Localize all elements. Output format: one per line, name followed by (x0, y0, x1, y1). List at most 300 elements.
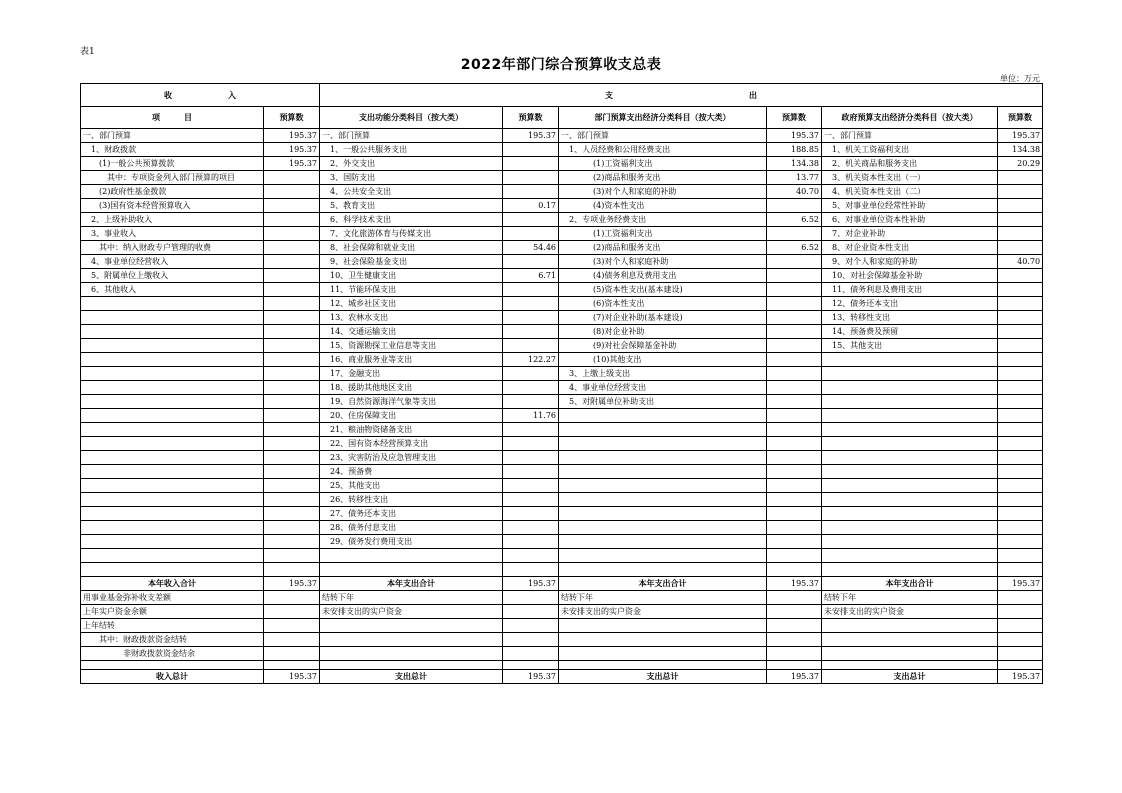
dept-econ-amount-cell (767, 549, 822, 563)
income-item-cell (81, 563, 264, 577)
income-item-cell: 其中：专项资金列入部门预算的项目 (81, 171, 264, 185)
gov-econ-amount-cell (998, 437, 1043, 451)
dept-econ-amount-cell (767, 633, 822, 647)
func-class-item-cell (320, 549, 503, 563)
func-class-item-cell: 18、援助其他地区支出 (320, 381, 503, 395)
dept-econ-item-cell (559, 521, 767, 535)
dept-econ-item-cell: (5)资本性支出(基本建设) (559, 283, 767, 297)
gov-econ-amount-cell (998, 647, 1043, 661)
table-row (81, 325, 1043, 339)
income-header: 收 入 (81, 84, 320, 107)
dept-econ-item-cell (559, 423, 767, 437)
dept-econ-amount-cell: 195.37 (767, 129, 822, 143)
income-item-cell (81, 437, 264, 451)
gov-econ-class-header: 政府预算支出经济分类科目（按大类） (822, 107, 998, 129)
income-amount-cell (264, 241, 320, 255)
func-class-amount-cell (503, 395, 559, 409)
dept-econ-amount-cell: 13.77 (767, 171, 822, 185)
income-amount-cell (264, 591, 320, 605)
income-item-cell: 6、其他收入 (81, 283, 264, 297)
header-row-top (81, 84, 1043, 107)
dept-econ-item-cell: 结转下年 (559, 591, 767, 605)
func-class-item-cell: 10、卫生健康支出 (320, 269, 503, 283)
func-class-amount-cell (503, 451, 559, 465)
income-amount-cell (264, 311, 320, 325)
table-row (81, 367, 1043, 381)
unit-label: 单位：万元 (1000, 74, 1040, 83)
gov-econ-item-cell: 12、债务还本支出 (822, 297, 998, 311)
func-class-amount-cell (503, 479, 559, 493)
func-class-item-cell: 17、金融支出 (320, 367, 503, 381)
grand-total-row (81, 670, 1043, 684)
income-amount-cell (264, 255, 320, 269)
func-class-item-cell: 16、商业服务业等支出 (320, 353, 503, 367)
income-item-cell (81, 493, 264, 507)
income-amount-cell: 195.37 (264, 129, 320, 143)
table-row (81, 493, 1043, 507)
func-class-item-cell (320, 633, 503, 647)
gov-econ-item-cell (822, 437, 998, 451)
func-class-item-cell: 一、部门预算 (320, 129, 503, 143)
func-class-item-cell: 23、灾害防治及应急管理支出 (320, 451, 503, 465)
gov-econ-amount-cell (998, 465, 1043, 479)
func-class-item-cell: 22、国有资本经营预算支出 (320, 437, 503, 451)
income-item-cell: 上年结转 (81, 619, 264, 633)
income-amount-cell (264, 367, 320, 381)
income-item-cell: 其中：纳入财政专户管理的收费 (81, 241, 264, 255)
income-item-cell (81, 479, 264, 493)
income-item-cell (81, 507, 264, 521)
func-class-amount-cell (503, 381, 559, 395)
dept-econ-item-cell: 3、上缴上级支出 (559, 367, 767, 381)
income-amount-cell (264, 521, 320, 535)
gov-econ-item-cell (822, 493, 998, 507)
income-amount-cell: 195.37 (264, 157, 320, 171)
gov-econ-amount-cell: 40.70 (998, 255, 1043, 269)
gov-econ-amount-cell: 134.38 (998, 143, 1043, 157)
gov-econ-amount-cell (998, 325, 1043, 339)
gov-econ-amount-cell (998, 451, 1043, 465)
func-class-amount-cell: 54.46 (503, 241, 559, 255)
income-amount-cell (264, 619, 320, 633)
func-class-item-cell: 9、社会保险基金支出 (320, 255, 503, 269)
dept-econ-item-cell: 未安排支出的实户资金 (559, 605, 767, 619)
gov-econ-item-cell: 2、机关商品和服务支出 (822, 157, 998, 171)
income-amount-cell (264, 535, 320, 549)
gov-total-label: 支出总计 (822, 670, 998, 684)
spacer-cell (503, 661, 559, 670)
dept-econ-amount-cell (767, 409, 822, 423)
gov-econ-amount-cell (998, 199, 1043, 213)
gov-econ-item-cell (822, 647, 998, 661)
dept-econ-amount-cell (767, 479, 822, 493)
func-class-item-cell: 14、交通运输支出 (320, 325, 503, 339)
gov-econ-item-cell: 9、对个人和家庭的补助 (822, 255, 998, 269)
dept-econ-amount-cell (767, 591, 822, 605)
table-row (81, 381, 1043, 395)
income-amount-cell: 195.37 (264, 143, 320, 157)
income-amount-cell (264, 465, 320, 479)
dept-econ-amount-cell (767, 465, 822, 479)
amount-header-gov: 预算数 (998, 107, 1043, 129)
dept-econ-amount-cell (767, 647, 822, 661)
dept-econ-amount-cell (767, 423, 822, 437)
gov-econ-amount-cell (998, 185, 1043, 199)
table-row (81, 437, 1043, 451)
income-amount-cell (264, 507, 320, 521)
gov-econ-amount-cell (998, 535, 1043, 549)
income-item-cell (81, 465, 264, 479)
gov-econ-amount-cell: 20.29 (998, 157, 1043, 171)
income-total-label: 本年收入合计 (81, 577, 264, 591)
dept-econ-item-cell: (3)对个人和家庭补助 (559, 255, 767, 269)
func-class-amount-cell: 0.17 (503, 199, 559, 213)
dept-total-value: 195.37 (767, 670, 822, 684)
gov-econ-amount-cell (998, 395, 1043, 409)
func-class-amount-cell (503, 605, 559, 619)
header-row-columns (81, 107, 1043, 129)
table-row (81, 297, 1043, 311)
spacer-cell (559, 661, 767, 670)
func-class-amount-cell (503, 521, 559, 535)
income-item-cell: 其中：财政拨款资金结转 (81, 633, 264, 647)
gov-econ-item-cell: 14、预备费及预留 (822, 325, 998, 339)
func-class-header: 支出功能分类科目（按大类） (320, 107, 503, 129)
func-class-amount-cell (503, 563, 559, 577)
income-item-cell (81, 297, 264, 311)
gov-econ-item-cell: 未安排支出的实户资金 (822, 605, 998, 619)
func-class-item-cell (320, 619, 503, 633)
gov-econ-amount-cell (998, 423, 1043, 437)
income-amount-cell (264, 381, 320, 395)
gov-econ-amount-cell (998, 339, 1043, 353)
gov-econ-amount-cell (998, 549, 1043, 563)
item-header: 项 目 (81, 107, 264, 129)
income-amount-cell (264, 339, 320, 353)
table-row (81, 423, 1043, 437)
spacer-cell (998, 661, 1043, 670)
func-class-amount-cell (503, 255, 559, 269)
func-class-amount-cell (503, 423, 559, 437)
gov-econ-amount-cell (998, 605, 1043, 619)
income-amount-cell (264, 297, 320, 311)
income-amount-cell (264, 549, 320, 563)
dept-econ-item-cell: (4)资本性支出 (559, 199, 767, 213)
dept-total-label: 支出总计 (559, 670, 767, 684)
dept-econ-item-cell (559, 549, 767, 563)
dept-econ-item-cell (559, 563, 767, 577)
gov-econ-amount-cell (998, 493, 1043, 507)
income-amount-cell (264, 213, 320, 227)
gov-econ-item-cell (822, 381, 998, 395)
gov-econ-item-cell (822, 535, 998, 549)
table-row (81, 409, 1043, 423)
income-item-cell: 4、事业单位经营收入 (81, 255, 264, 269)
budget-summary-table (80, 83, 1043, 684)
spacer-cell (81, 661, 264, 670)
gov-econ-item-cell: 11、债务利息及费用支出 (822, 283, 998, 297)
dept-econ-item-cell: (7)对企业补助(基本建设) (559, 311, 767, 325)
table-row (81, 157, 1043, 171)
dept-econ-amount-cell: 188.85 (767, 143, 822, 157)
table-row (81, 255, 1043, 269)
dept-econ-item-cell: (1)工资福利支出 (559, 227, 767, 241)
dept-econ-amount-cell (767, 437, 822, 451)
func-class-item-cell: 11、节能环保支出 (320, 283, 503, 297)
func-class-item-cell: 8、社会保障和就业支出 (320, 241, 503, 255)
gov-econ-item-cell (822, 409, 998, 423)
dept-econ-item-cell (559, 465, 767, 479)
income-item-cell (81, 535, 264, 549)
func-total-value: 195.37 (503, 577, 559, 591)
func-class-item-cell: 28、债务付息支出 (320, 521, 503, 535)
func-class-amount-cell (503, 647, 559, 661)
func-class-amount-cell (503, 493, 559, 507)
income-amount-cell (264, 647, 320, 661)
gov-econ-item-cell (822, 549, 998, 563)
income-amount-cell (264, 451, 320, 465)
func-class-amount-cell (503, 227, 559, 241)
dept-econ-item-cell: (4)债务利息及费用支出 (559, 269, 767, 283)
income-total-value: 195.37 (264, 670, 320, 684)
table-row (81, 311, 1043, 325)
table-row (81, 605, 1043, 619)
table-label: 表1 (80, 47, 95, 57)
table-row (81, 269, 1043, 283)
func-class-amount-cell (503, 535, 559, 549)
income-amount-cell (264, 269, 320, 283)
dept-econ-item-cell: (8)对企业补助 (559, 325, 767, 339)
income-amount-cell (264, 409, 320, 423)
func-class-amount-cell (503, 185, 559, 199)
dept-econ-amount-cell (767, 521, 822, 535)
income-amount-cell (264, 199, 320, 213)
func-total-value: 195.37 (503, 670, 559, 684)
func-class-amount-cell (503, 297, 559, 311)
dept-econ-amount-cell: 40.70 (767, 185, 822, 199)
gov-econ-amount-cell (998, 563, 1043, 577)
income-amount-cell (264, 493, 320, 507)
income-amount-cell (264, 395, 320, 409)
func-class-item-cell: 29、债务发行费用支出 (320, 535, 503, 549)
dept-econ-amount-cell: 6.52 (767, 213, 822, 227)
gov-econ-item-cell (822, 633, 998, 647)
gov-econ-item-cell: 10、对社会保障基金补助 (822, 269, 998, 283)
func-class-item-cell: 未安排支出的实户资金 (320, 605, 503, 619)
dept-econ-item-cell (559, 479, 767, 493)
income-item-cell: (1)一般公共预算拨款 (81, 157, 264, 171)
dept-econ-item-cell (559, 647, 767, 661)
gov-econ-item-cell (822, 353, 998, 367)
gov-econ-amount-cell (998, 213, 1043, 227)
table-row (81, 241, 1043, 255)
func-class-amount-cell (503, 549, 559, 563)
gov-econ-amount-cell (998, 507, 1043, 521)
amount-header-income: 预算数 (264, 107, 320, 129)
func-class-item-cell (320, 563, 503, 577)
dept-total-value: 195.37 (767, 577, 822, 591)
spacer-cell (264, 661, 320, 670)
gov-econ-amount-cell (998, 283, 1043, 297)
table-row (81, 213, 1043, 227)
income-amount-cell (264, 633, 320, 647)
dept-econ-amount-cell (767, 395, 822, 409)
gov-econ-item-cell: 6、对事业单位资本性补助 (822, 213, 998, 227)
dept-econ-item-cell: 一、部门预算 (559, 129, 767, 143)
func-class-amount-cell: 195.37 (503, 129, 559, 143)
dept-econ-amount-cell (767, 311, 822, 325)
func-class-item-cell: 7、文化旅游体育与传媒支出 (320, 227, 503, 241)
spacer-cell (320, 661, 503, 670)
func-class-item-cell: 26、转移性支出 (320, 493, 503, 507)
gov-econ-item-cell: 13、转移性支出 (822, 311, 998, 325)
dept-econ-item-cell (559, 619, 767, 633)
gov-econ-amount-cell (998, 171, 1043, 185)
dept-econ-item-cell (559, 437, 767, 451)
dept-econ-item-cell: 4、事业单位经营支出 (559, 381, 767, 395)
gov-econ-amount-cell (998, 297, 1043, 311)
func-class-item-cell: 21、粮油物资储备支出 (320, 423, 503, 437)
dept-econ-amount-cell (767, 255, 822, 269)
gov-econ-item-cell: 7、对企业补助 (822, 227, 998, 241)
func-class-amount-cell (503, 465, 559, 479)
income-item-cell: 1、财政拨款 (81, 143, 264, 157)
income-item-cell (81, 395, 264, 409)
func-class-item-cell: 13、农林水支出 (320, 311, 503, 325)
income-item-cell (81, 339, 264, 353)
gov-econ-item-cell (822, 423, 998, 437)
page-title: 2022年部门综合预算收支总表 (460, 57, 662, 73)
table-row (81, 563, 1043, 577)
gov-econ-amount-cell (998, 227, 1043, 241)
gov-econ-amount-cell (998, 619, 1043, 633)
income-item-cell (81, 325, 264, 339)
gov-econ-item-cell: 5、对事业单位经常性补助 (822, 199, 998, 213)
gov-econ-item-cell (822, 619, 998, 633)
func-class-item-cell: 15、资源勘探工业信息等支出 (320, 339, 503, 353)
table-row (81, 507, 1043, 521)
func-class-amount-cell (503, 157, 559, 171)
gov-econ-amount-cell (998, 479, 1043, 493)
dept-econ-amount-cell (767, 507, 822, 521)
gov-total-value: 195.37 (998, 577, 1043, 591)
gov-econ-amount-cell (998, 409, 1043, 423)
table-row (81, 227, 1043, 241)
income-item-cell (81, 451, 264, 465)
dept-econ-item-cell: (2)商品和服务支出 (559, 241, 767, 255)
dept-econ-item-cell: 5、对附属单位补助支出 (559, 395, 767, 409)
gov-total-value: 195.37 (998, 670, 1043, 684)
func-class-amount-cell (503, 171, 559, 185)
amount-header-dept: 预算数 (767, 107, 822, 129)
gov-econ-amount-cell (998, 269, 1043, 283)
table-row (81, 451, 1043, 465)
func-class-amount-cell (503, 437, 559, 451)
func-class-amount-cell (503, 143, 559, 157)
func-total-label: 支出总计 (320, 670, 503, 684)
gov-econ-item-cell: 3、机关资本性支出（一） (822, 171, 998, 185)
dept-econ-item-cell (559, 409, 767, 423)
gov-econ-item-cell: 8、对企业资本性支出 (822, 241, 998, 255)
income-item-cell (81, 409, 264, 423)
dept-econ-amount-cell: 134.38 (767, 157, 822, 171)
gov-econ-amount-cell (998, 633, 1043, 647)
gov-econ-amount-cell: 195.37 (998, 129, 1043, 143)
table-row (81, 465, 1043, 479)
dept-econ-class-header: 部门预算支出经济分类科目（按大类） (559, 107, 767, 129)
expense-header: 支 出 (320, 84, 1043, 107)
spacer-cell (767, 661, 822, 670)
year-total-row (81, 577, 1043, 591)
dept-econ-item-cell: 2、专项业务经费支出 (559, 213, 767, 227)
gov-econ-amount-cell (998, 241, 1043, 255)
table-row (81, 619, 1043, 633)
dept-econ-item-cell: (10)其他支出 (559, 353, 767, 367)
func-class-item-cell (320, 647, 503, 661)
table-row (81, 171, 1043, 185)
table-row (81, 521, 1043, 535)
gov-econ-item-cell: 结转下年 (822, 591, 998, 605)
dept-econ-amount-cell (767, 353, 822, 367)
income-total-label: 收入总计 (81, 670, 264, 684)
income-item-cell: 上年实户资金余额 (81, 605, 264, 619)
income-item-cell (81, 423, 264, 437)
income-item-cell: 一、部门预算 (81, 129, 264, 143)
income-item-cell: 非财政拨款资金结余 (81, 647, 264, 661)
table-row (81, 647, 1043, 661)
table-row (81, 339, 1043, 353)
gov-econ-item-cell: 4、机关资本性支出（二） (822, 185, 998, 199)
dept-econ-item-cell: (9)对社会保障基金补助 (559, 339, 767, 353)
dept-econ-amount-cell (767, 227, 822, 241)
spacer-row (81, 661, 1043, 670)
income-item-cell (81, 367, 264, 381)
dept-econ-amount-cell (767, 199, 822, 213)
dept-econ-item-cell: (1)工资福利支出 (559, 157, 767, 171)
func-class-amount-cell (503, 339, 559, 353)
dept-econ-item-cell: (3)对个人和家庭的补助 (559, 185, 767, 199)
gov-econ-amount-cell (998, 353, 1043, 367)
table-row (81, 395, 1043, 409)
income-item-cell (81, 381, 264, 395)
gov-econ-item-cell (822, 395, 998, 409)
dept-econ-amount-cell (767, 493, 822, 507)
gov-econ-item-cell: 一、部门预算 (822, 129, 998, 143)
func-class-amount-cell (503, 283, 559, 297)
dept-econ-amount-cell (767, 535, 822, 549)
table-row (81, 591, 1043, 605)
dept-econ-item-cell (559, 633, 767, 647)
func-class-item-cell: 1、一般公共服务支出 (320, 143, 503, 157)
table-row (81, 353, 1043, 367)
func-class-item-cell: 20、住房保障支出 (320, 409, 503, 423)
dept-econ-amount-cell (767, 339, 822, 353)
gov-econ-item-cell (822, 465, 998, 479)
income-amount-cell (264, 423, 320, 437)
dept-econ-amount-cell (767, 269, 822, 283)
income-amount-cell (264, 563, 320, 577)
func-class-amount-cell (503, 213, 559, 227)
income-total-value: 195.37 (264, 577, 320, 591)
dept-econ-item-cell: (6)资本性支出 (559, 297, 767, 311)
income-item-cell: (3)国有资本经营预算收入 (81, 199, 264, 213)
gov-econ-item-cell (822, 479, 998, 493)
func-class-amount-cell (503, 367, 559, 381)
table-row (81, 633, 1043, 647)
func-class-amount-cell (503, 507, 559, 521)
income-item-cell: 3、事业收入 (81, 227, 264, 241)
income-amount-cell (264, 479, 320, 493)
